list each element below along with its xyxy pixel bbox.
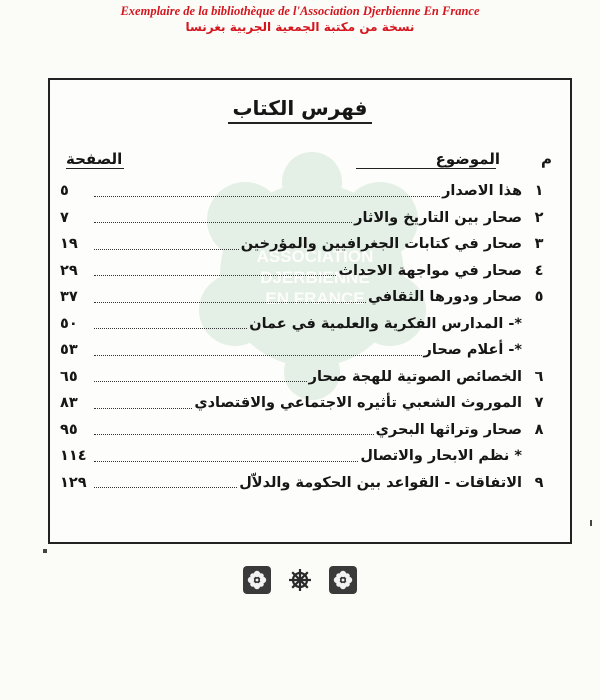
index-entry bbox=[60, 390, 556, 417]
column-page-header: الصفحة bbox=[66, 150, 123, 168]
entry-title: الموروث الشعبي تأثيره الاجتماعي والاقتصادي bbox=[194, 395, 522, 412]
flower-ornament-icon bbox=[329, 566, 357, 594]
index-entry bbox=[60, 284, 556, 311]
index-entry bbox=[60, 364, 556, 391]
column-subject-header: الموضوع bbox=[435, 150, 500, 168]
entry-number: ٤ bbox=[534, 262, 544, 279]
index-entry bbox=[60, 417, 556, 444]
dot-leader bbox=[94, 249, 239, 250]
index-subentry bbox=[60, 311, 556, 338]
page-title-text: فهرس الكتاب bbox=[228, 96, 371, 124]
index-entry bbox=[60, 231, 556, 258]
page-title bbox=[0, 96, 600, 120]
entry-number: ٨ bbox=[534, 421, 544, 438]
index-entry bbox=[60, 258, 556, 285]
dot-leader bbox=[94, 222, 352, 223]
dot-leader bbox=[94, 408, 192, 409]
entry-number: ٥ bbox=[534, 289, 544, 306]
index-entries bbox=[60, 178, 556, 496]
entry-title: هذا الاصدار bbox=[442, 183, 522, 200]
entry-number: ٦ bbox=[534, 368, 544, 385]
index-entry bbox=[60, 178, 556, 205]
entry-title: *- المدارس الفكرية والعلمية في عمان bbox=[249, 315, 522, 332]
entry-title: صحار في كتابات الجغرافيين والمؤرخين bbox=[240, 236, 522, 253]
entry-title: صحار بين التاريخ والاثار bbox=[354, 209, 522, 226]
dot-leader bbox=[94, 275, 336, 276]
entry-page: ٢٩ bbox=[60, 262, 78, 279]
entry-title: صحار ودورها الثقافي bbox=[367, 289, 522, 306]
dot-leader bbox=[94, 461, 358, 462]
entry-page: ٦٥ bbox=[60, 368, 78, 385]
scan-speck bbox=[590, 520, 592, 526]
scan-speck bbox=[43, 549, 47, 553]
entry-title: الاتفاقات - القواعد بين الحكومة والدلاّل bbox=[239, 474, 522, 491]
dot-leader bbox=[94, 328, 247, 329]
entry-page: ٥٣ bbox=[60, 342, 78, 359]
library-stamp-arabic: نسخة من مكتبة الجمعية الجربية بغرنسا bbox=[185, 20, 415, 34]
entry-page: ١١٤ bbox=[60, 448, 87, 465]
entry-number: ٧ bbox=[534, 395, 544, 412]
entry-title: صحار في مواجهة الاحداث bbox=[338, 262, 522, 279]
subject-header-underline bbox=[356, 168, 496, 169]
index-entry bbox=[60, 470, 556, 497]
watermark-line-1: ASSOCIATION bbox=[256, 247, 374, 266]
index-subentry bbox=[60, 337, 556, 364]
entry-number: ٣ bbox=[534, 236, 544, 253]
dot-leader bbox=[94, 196, 440, 197]
entry-page: ١٩ bbox=[60, 236, 78, 253]
dot-leader bbox=[94, 487, 237, 488]
entry-page: ٧ bbox=[60, 209, 69, 226]
entry-title: * نظم الابحار والاتصال bbox=[360, 448, 522, 465]
entry-title: الخصائص الصوتية للهجة صحار bbox=[308, 368, 522, 385]
dot-leader bbox=[94, 381, 307, 382]
index-subentry bbox=[60, 443, 556, 470]
entry-page: ٩٥ bbox=[60, 421, 78, 438]
watermark-line-3: EN FRANCE bbox=[265, 289, 365, 308]
entry-page: ٨٣ bbox=[60, 395, 78, 412]
entry-page: ٣٧ bbox=[60, 289, 78, 306]
dot-leader bbox=[94, 302, 366, 303]
library-stamp-latin: Exemplaire de la bibliothèque de l'Association Djerbienne En France bbox=[120, 4, 480, 18]
dot-leader bbox=[94, 355, 422, 356]
entry-title: صحار وتراثها البحري bbox=[375, 421, 522, 438]
entry-page: ١٢٩ bbox=[60, 474, 87, 491]
page-header-underline bbox=[66, 168, 124, 169]
entry-number: ٢ bbox=[534, 209, 544, 226]
footer-ornaments bbox=[0, 566, 600, 598]
entry-page: ٥ bbox=[60, 183, 69, 200]
column-headers bbox=[60, 150, 556, 172]
entry-title: *- أعلام صحار bbox=[423, 342, 522, 359]
watermark-line-2: DJERBIENNE bbox=[260, 268, 370, 287]
entry-number: ١ bbox=[534, 183, 544, 200]
dot-leader bbox=[94, 434, 374, 435]
wheel-ornament-icon bbox=[286, 566, 314, 594]
flower-ornament-icon bbox=[243, 566, 271, 594]
library-stamp-header bbox=[0, 4, 600, 34]
column-number-header: م bbox=[541, 150, 552, 168]
index-entry bbox=[60, 205, 556, 232]
entry-number: ٩ bbox=[534, 474, 544, 491]
entry-page: ٥٠ bbox=[60, 315, 78, 332]
